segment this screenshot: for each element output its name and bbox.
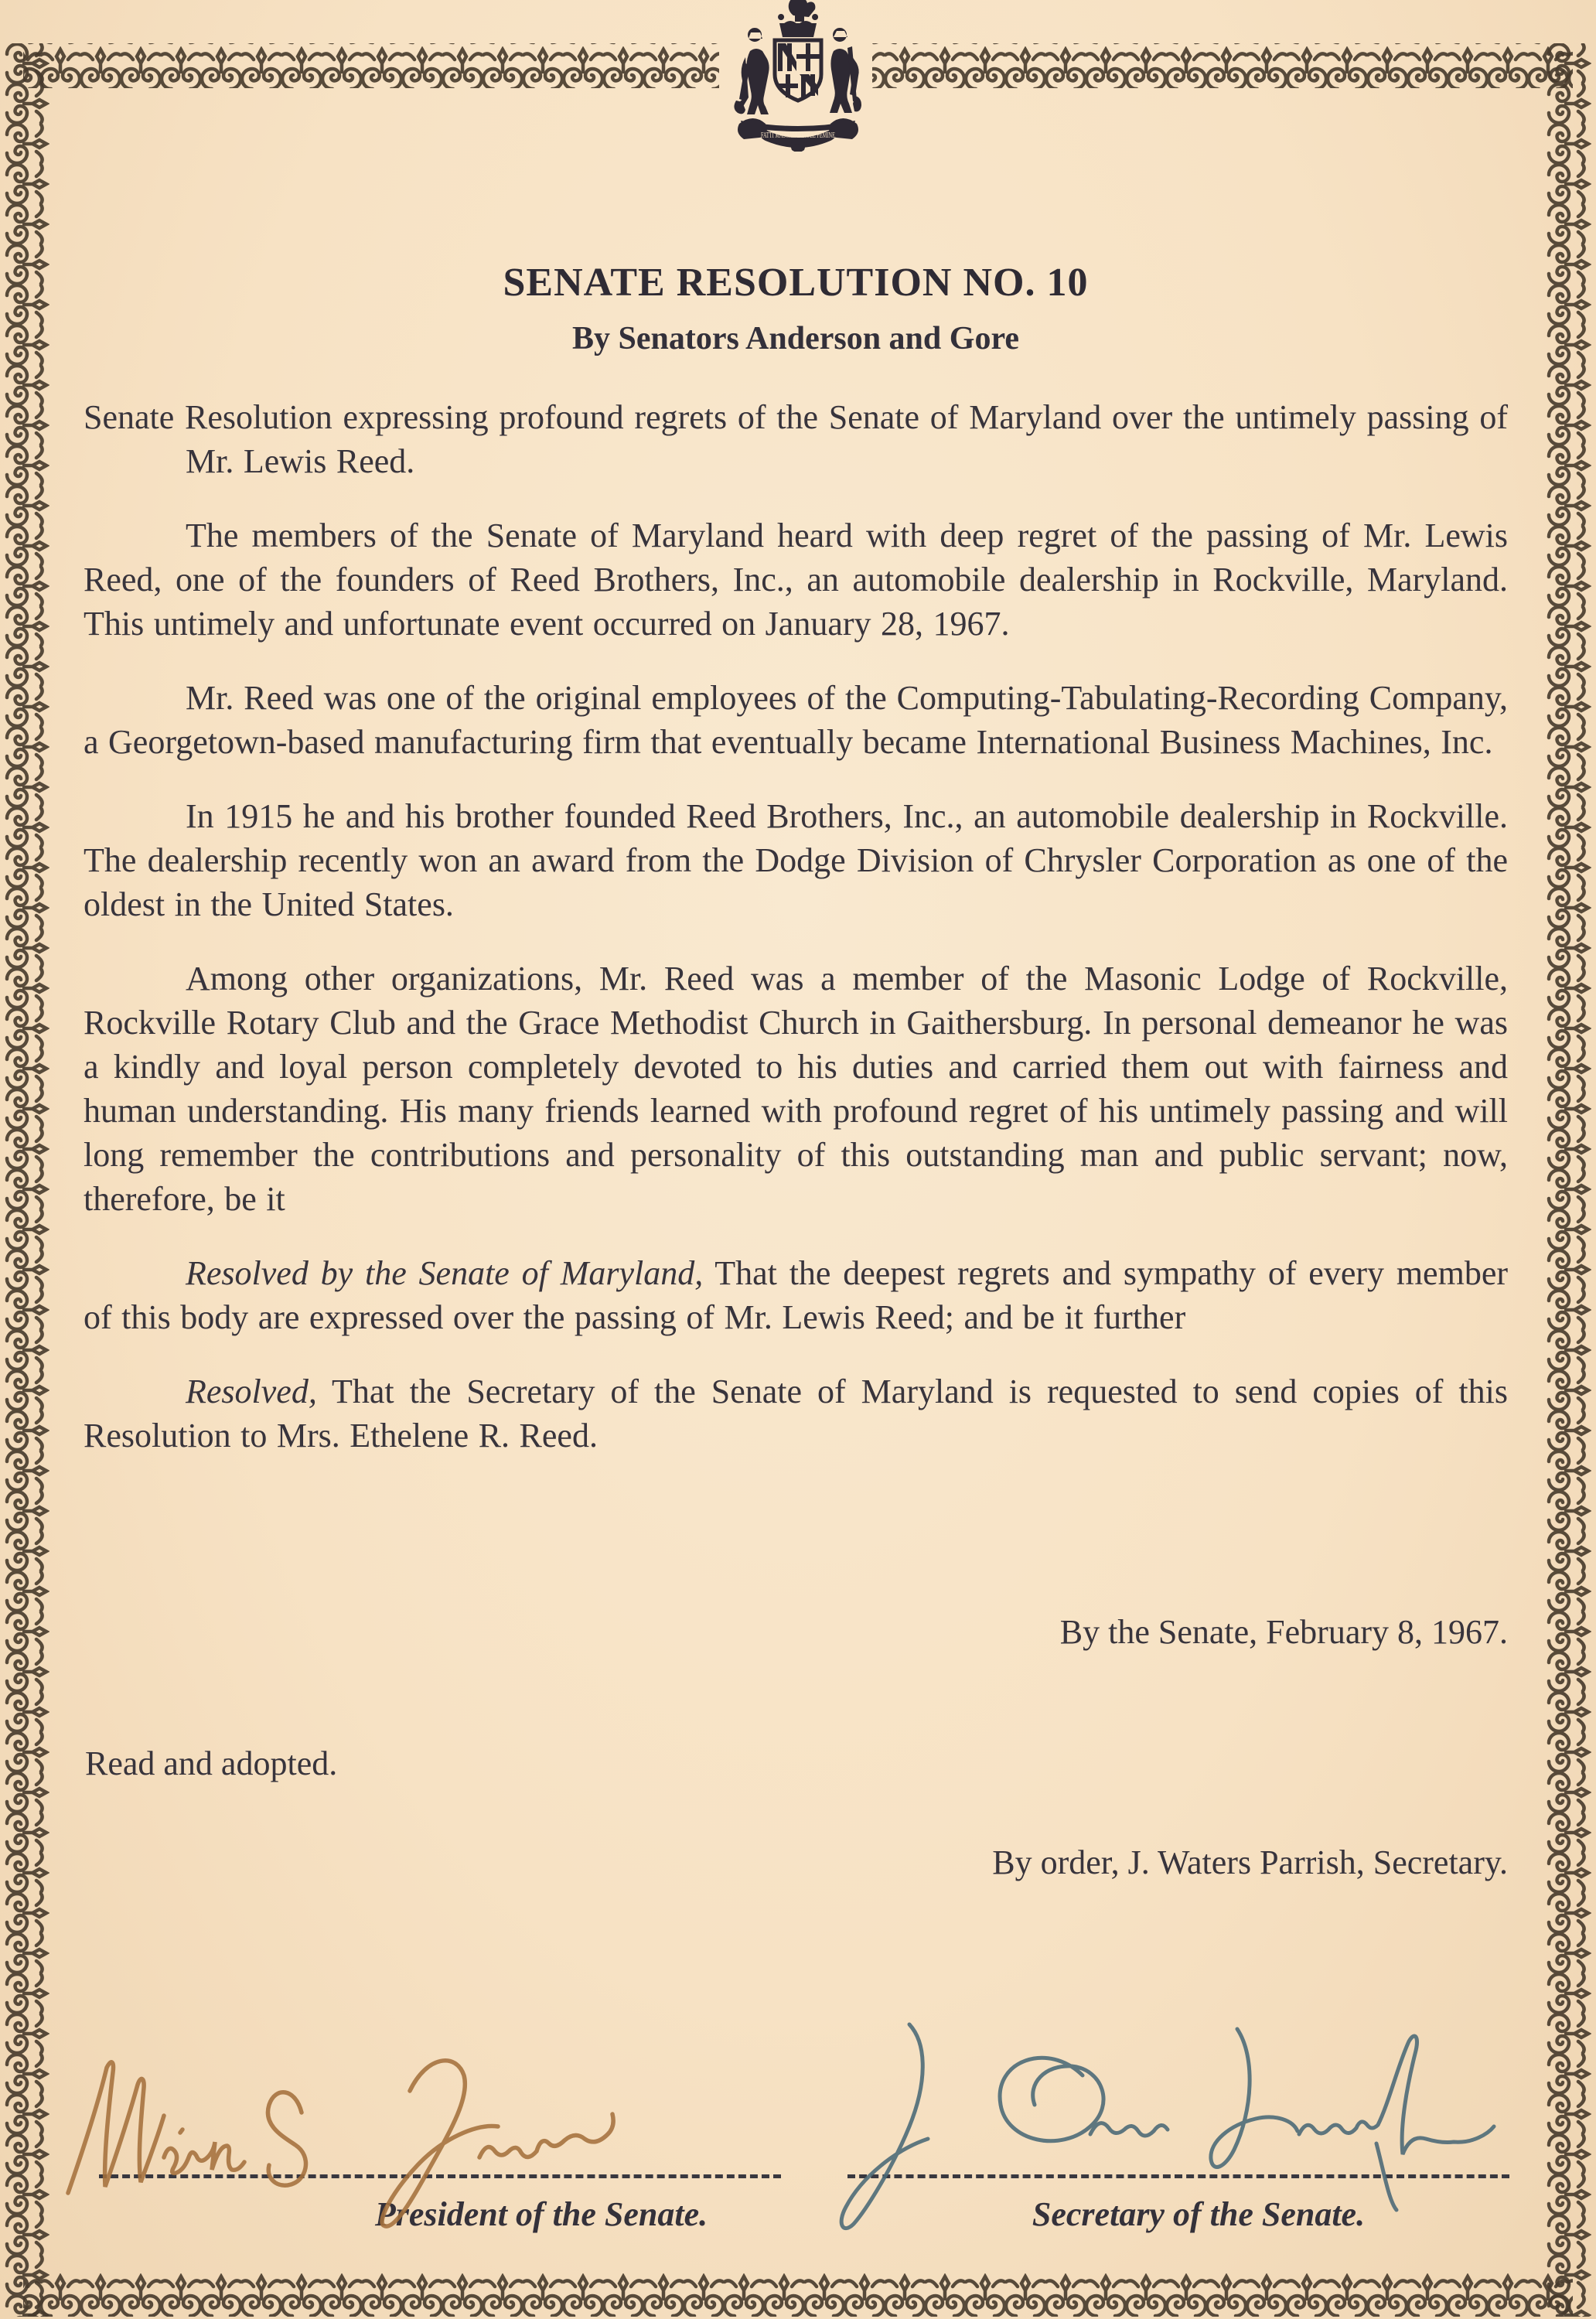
paragraph: Mr. Reed was one of the original employees of the Computing-Tabulating-Recording Company, a Georgetown-based manufacturing firm that eventually became International Business Machines, Inc.: [84, 679, 1508, 761]
crest-motto: FATTI MASCHII PAROLE FEMINE: [761, 131, 835, 140]
resolved-clause-lead: Resolved by the Senate of Maryland,: [186, 1254, 704, 1292]
read-and-adopted-line: Read and adopted.: [85, 1744, 338, 1782]
secretary-signature-line: [847, 2174, 1509, 2178]
enacted-line: By the Senate, February 8, 1967.: [1059, 1613, 1508, 1651]
document-title: SENATE RESOLUTION NO. 10: [503, 261, 1089, 305]
president-signature-label: President of the Senate.: [374, 2195, 708, 2233]
paragraph-resolved: Resolved, That the Secretary of the Senate of Maryland is requested to send copies of this Resolution to Mrs. Ethelene R. Reed.: [84, 1373, 1508, 1454]
paragraph: Among other organizations, Mr. Reed was a member of the Masonic Lodge of Rockville, Rockville Rotary Club and the Grace Methodist Church in Gaithersburg. In personal demeanor he was a kindly and loyal person completely devoted to his duties and carried them out with fairness and human understanding. His many friends learned with profound regret of his untimely passing and will long remember the contributions and personality of this outstanding man and public servant; now, therefore, be it: [84, 960, 1508, 1218]
president-signature-line: [99, 2174, 781, 2178]
paragraph-resolved: Resolved by the Senate of Maryland, That the deepest regrets and sympathy of every member of this body are expressed over the passing of Mr. Lewis Reed; and be it further: [84, 1254, 1508, 1336]
resolved-clause-lead: Resolved,: [186, 1373, 317, 1410]
document-byline: By Senators Anderson and Gore: [572, 321, 1019, 356]
maryland-coat-of-arms-icon: [725, 0, 871, 152]
paragraph-preamble: Senate Resolution expressing profound regrets of the Senate of Maryland over the untimely passing of Mr. Lewis Reed.: [84, 398, 1508, 480]
paragraph: The members of the Senate of Maryland heard with deep regret of the passing of Mr. Lewis Reed, one of the founders of Reed Brothers, Inc., an automobile dealership in Rockville, Maryland. This untimely and unfortunate event occurred on January 28, 1967.: [84, 517, 1508, 643]
secretary-signature-label: Secretary of the Senate.: [1032, 2195, 1366, 2233]
document-body: [84, 261, 1508, 1458]
paragraph: In 1915 he and his brother founded Reed Brothers, Inc., an automobile dealership in Rockville. The dealership recently won an award from the Dodge Division of Chrysler Corporation as one of the oldest in the United States.: [84, 797, 1508, 923]
by-order-line: By order, J. Waters Parrish, Secretary.: [992, 1843, 1508, 1881]
